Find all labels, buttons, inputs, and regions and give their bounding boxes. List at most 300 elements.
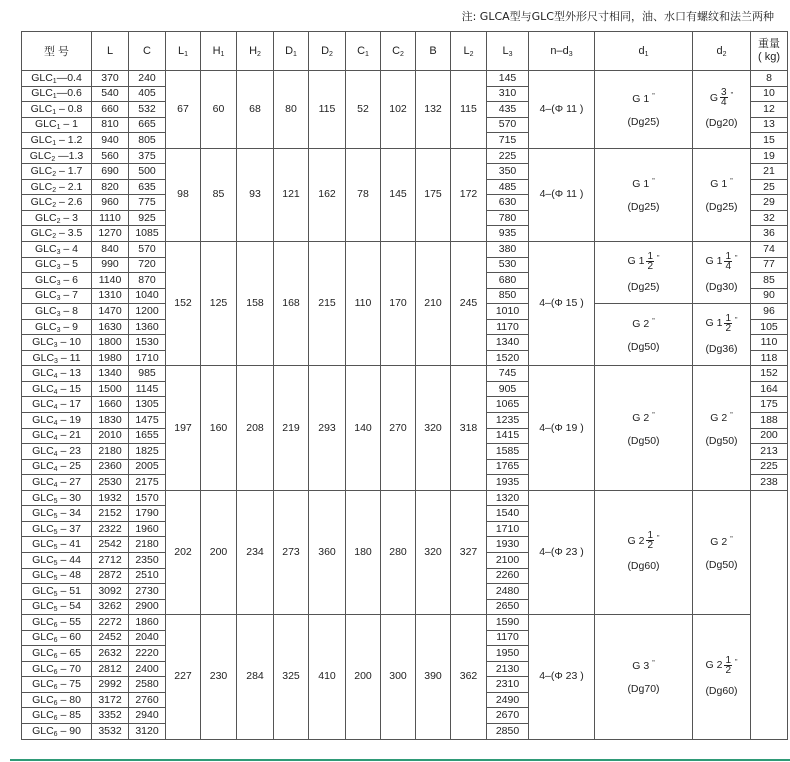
- model-cell: $GLC_2 - 2.6$: [22, 195, 92, 211]
- c-cell: 635: [129, 179, 166, 195]
- length-cell: 1140: [92, 273, 129, 289]
- c-cell: 375: [129, 148, 166, 164]
- thread-fraction: $\frac{1}{4}$: [725, 250, 731, 272]
- length-cell: 1830: [92, 413, 129, 429]
- l3-cell: 1540: [487, 506, 529, 522]
- l3-cell: 715: [487, 133, 529, 149]
- model-cell: $GLC_6 - 60$: [22, 630, 92, 646]
- header-nd3: $n-d_3$: [529, 32, 595, 71]
- l3-cell: 1590: [487, 615, 529, 631]
- length-cell: 3352: [92, 708, 129, 724]
- model-cell: $GLC_6 - 75$: [22, 677, 92, 693]
- dim-h1-cell: 160: [201, 366, 237, 490]
- c-cell: 2180: [129, 537, 166, 553]
- model-cell: $GLC_4 - 15$: [22, 381, 92, 397]
- length-cell: 2632: [92, 646, 129, 662]
- c-cell: 2760: [129, 692, 166, 708]
- c-cell: 2510: [129, 568, 166, 584]
- l3-cell: 1170: [487, 630, 529, 646]
- length-cell: 1800: [92, 335, 129, 351]
- dim-l2-cell: 245: [451, 242, 487, 366]
- nominal-diameter: (Dg25): [627, 115, 660, 128]
- d1-cell: [595, 615, 693, 739]
- length-cell: 2360: [92, 459, 129, 475]
- spec-table: [21, 31, 788, 740]
- table-row: [22, 71, 788, 87]
- bolt-holes-cell: 4–(Φ 19 ): [529, 366, 595, 490]
- model-cell: $GLC_4 - 13$: [22, 366, 92, 382]
- dim-c2-cell: 270: [381, 366, 416, 490]
- table-body: [22, 71, 788, 740]
- weight-cell: 152: [751, 366, 788, 382]
- length-cell: 660: [92, 102, 129, 118]
- d1-cell: [595, 490, 693, 614]
- l3-cell: 780: [487, 210, 529, 226]
- l3-cell: 1935: [487, 475, 529, 491]
- header-C: C: [129, 32, 166, 71]
- thread-mark: ": [730, 91, 734, 99]
- l3-cell: 2480: [487, 584, 529, 600]
- model-cell: $GLC_3 - 9$: [22, 319, 92, 335]
- l3-cell: 1320: [487, 490, 529, 506]
- l3-cell: 2490: [487, 692, 529, 708]
- dim-d2-cell: 115: [309, 71, 346, 149]
- header-d1: $d_1$: [595, 32, 693, 71]
- c-cell: 1145: [129, 381, 166, 397]
- thread-mark: ": [657, 254, 660, 262]
- length-cell: 2992: [92, 677, 129, 693]
- header-D2: $D_2$: [309, 32, 346, 71]
- dim-b-cell: 175: [416, 148, 451, 241]
- l3-cell: 1710: [487, 521, 529, 537]
- l3-cell: 350: [487, 164, 529, 180]
- dim-h1-cell: 230: [201, 615, 237, 739]
- nominal-diameter: (Dg25): [627, 201, 660, 214]
- length-cell: 2152: [92, 506, 129, 522]
- model-cell: $GLC_3 - 4$: [22, 242, 92, 258]
- model-cell: $GLC_5 - 51$: [22, 584, 92, 600]
- dim-d1-cell: 80: [274, 71, 309, 149]
- thread-mark: ": [730, 178, 733, 186]
- header-L: L: [92, 32, 129, 71]
- dim-d2-cell: 410: [309, 615, 346, 739]
- l3-cell: 1065: [487, 397, 529, 413]
- dim-l2-cell: 172: [451, 148, 487, 241]
- l3-cell: 1415: [487, 428, 529, 444]
- weight-cell: 77: [751, 257, 788, 273]
- l3-cell: 485: [487, 179, 529, 195]
- c-cell: 240: [129, 71, 166, 87]
- weight-cell: 90: [751, 288, 788, 304]
- dim-l2-cell: 115: [451, 71, 487, 149]
- thread-size: G 2 ": [710, 411, 733, 424]
- l3-cell: 2310: [487, 677, 529, 693]
- model-cell: $GLC_2$ —1.3: [22, 148, 92, 164]
- l3-cell: 1585: [487, 444, 529, 460]
- header-D1: $D_1$: [274, 32, 309, 71]
- thread-mark: ": [652, 318, 655, 326]
- dim-h2-cell: 208: [237, 366, 274, 490]
- dim-h2-cell: 68: [237, 71, 274, 149]
- dim-h1-cell: 60: [201, 71, 237, 149]
- thread-mark: ": [735, 317, 738, 325]
- dim-b-cell: 210: [416, 242, 451, 366]
- c-cell: 3120: [129, 723, 166, 739]
- thread-fraction: $\frac{1}{2}$: [647, 250, 653, 272]
- length-cell: 1630: [92, 319, 129, 335]
- header-L3: $L_3$: [487, 32, 529, 71]
- model-cell: $GLC_3 - 6$: [22, 273, 92, 289]
- nominal-diameter: (Dg70): [627, 683, 660, 696]
- weight-cell: 225: [751, 459, 788, 475]
- thread-fraction: $\frac{3}{4}$: [721, 87, 727, 109]
- length-cell: 840: [92, 242, 129, 258]
- bolt-holes-cell: 4–(Φ 15 ): [529, 242, 595, 366]
- c-cell: 2730: [129, 584, 166, 600]
- l3-cell: 630: [487, 195, 529, 211]
- nominal-diameter: (Dg50): [705, 558, 738, 571]
- c-cell: 2940: [129, 708, 166, 724]
- length-cell: 1340: [92, 366, 129, 382]
- nominal-diameter: (Dg36): [705, 342, 738, 355]
- length-cell: 2272: [92, 615, 129, 631]
- header-model: 型 号: [22, 32, 92, 71]
- table-row: [22, 490, 788, 506]
- header-H1: $H_1$: [201, 32, 237, 71]
- dim-d1-cell: 273: [274, 490, 309, 614]
- weight-cell: 21: [751, 164, 788, 180]
- model-cell: $GLC_3 - 11$: [22, 350, 92, 366]
- weight-cell: 164: [751, 381, 788, 397]
- l3-cell: 905: [487, 381, 529, 397]
- dim-c1-cell: 52: [346, 71, 381, 149]
- dim-c2-cell: 102: [381, 71, 416, 149]
- header-L2: $L_2$: [451, 32, 487, 71]
- c-cell: 405: [129, 86, 166, 102]
- c-cell: 2400: [129, 661, 166, 677]
- c-cell: 775: [129, 195, 166, 211]
- model-cell: $GLC_3 - 7$: [22, 288, 92, 304]
- header-d2: $d_2$: [693, 32, 751, 71]
- model-cell: $GLC_5 - 34$: [22, 506, 92, 522]
- length-cell: 3532: [92, 723, 129, 739]
- footer-rule: [10, 759, 790, 761]
- thread-size: G 1 ": [632, 178, 655, 191]
- d2-cell: [693, 615, 751, 739]
- thread-mark: ": [730, 535, 733, 543]
- model-cell: $GLC_1—0.4$: [22, 71, 92, 87]
- length-cell: 960: [92, 195, 129, 211]
- l3-cell: 1340: [487, 335, 529, 351]
- model-cell: $GLC_6 - 85$: [22, 708, 92, 724]
- table-row: [22, 242, 788, 258]
- length-cell: 1980: [92, 350, 129, 366]
- length-cell: 2530: [92, 475, 129, 491]
- c-cell: 1790: [129, 506, 166, 522]
- thread-size: G 1 $\frac{1}{4}$ ": [705, 250, 738, 272]
- l3-cell: 1930: [487, 537, 529, 553]
- dim-h2-cell: 93: [237, 148, 274, 241]
- model-cell: $GLC_6 - 90$: [22, 723, 92, 739]
- thread-size: G 2 ": [632, 318, 655, 331]
- weight-cell: 96: [751, 304, 788, 320]
- dim-c2-cell: 170: [381, 242, 416, 366]
- l3-cell: 935: [487, 226, 529, 242]
- model-cell: $GLC_3 - 10$: [22, 335, 92, 351]
- dim-h2-cell: 158: [237, 242, 274, 366]
- model-cell: $GLC_2 - 1.7$: [22, 164, 92, 180]
- length-cell: 1110: [92, 210, 129, 226]
- d2-cell: [693, 304, 751, 366]
- c-cell: 805: [129, 133, 166, 149]
- bolt-holes-cell: 4–(Φ 23 ): [529, 615, 595, 739]
- dim-d2-cell: 162: [309, 148, 346, 241]
- c-cell: 1655: [129, 428, 166, 444]
- nominal-diameter: (Dg50): [627, 341, 660, 354]
- dim-l1-cell: 152: [166, 242, 201, 366]
- dim-h1-cell: 125: [201, 242, 237, 366]
- model-cell: $GLC_4 - 23$: [22, 444, 92, 460]
- c-cell: 985: [129, 366, 166, 382]
- thread-size: G 1 ": [632, 92, 655, 105]
- header-weight: 重量 ( kg): [751, 32, 788, 71]
- thread-size: G 2 $\frac{1}{2}$ ": [705, 654, 738, 676]
- length-cell: 820: [92, 179, 129, 195]
- length-cell: 2812: [92, 661, 129, 677]
- l3-cell: 1520: [487, 350, 529, 366]
- bolt-holes-cell: 4–(Φ 23 ): [529, 490, 595, 614]
- thread-mark: ": [652, 660, 655, 668]
- l3-cell: 2670: [487, 708, 529, 724]
- thread-size: G 2 ": [710, 535, 733, 548]
- thread-fraction: $\frac{1}{2}$: [725, 654, 731, 676]
- l3-cell: 2130: [487, 661, 529, 677]
- nominal-diameter: (Dg50): [627, 434, 660, 447]
- d1-cell: [595, 242, 693, 304]
- weight-cell: 15: [751, 133, 788, 149]
- thread-mark: ": [652, 92, 655, 100]
- length-cell: 940: [92, 133, 129, 149]
- header-H2: $H_2$: [237, 32, 274, 71]
- c-cell: 1085: [129, 226, 166, 242]
- header-C2: $C_2$: [381, 32, 416, 71]
- length-cell: 690: [92, 164, 129, 180]
- header-L1: $L_1$: [166, 32, 201, 71]
- thread-mark: ": [735, 659, 738, 667]
- nominal-diameter: (Dg60): [627, 560, 660, 573]
- weight-cell: 213: [751, 444, 788, 460]
- c-cell: 2005: [129, 459, 166, 475]
- thread-mark: ": [657, 534, 660, 542]
- l3-cell: 435: [487, 102, 529, 118]
- weight-cell: 25: [751, 179, 788, 195]
- length-cell: 2452: [92, 630, 129, 646]
- c-cell: 2040: [129, 630, 166, 646]
- weight-cell: 118: [751, 350, 788, 366]
- c-cell: 1710: [129, 350, 166, 366]
- model-cell: $GLC_5 - 48$: [22, 568, 92, 584]
- weight-cell: 85: [751, 273, 788, 289]
- d2-cell: [693, 366, 751, 490]
- weight-cell: 110: [751, 335, 788, 351]
- c-cell: 1530: [129, 335, 166, 351]
- header-row: [22, 32, 788, 71]
- d1-cell: [595, 148, 693, 241]
- dim-b-cell: 390: [416, 615, 451, 739]
- dim-b-cell: 132: [416, 71, 451, 149]
- dim-b-cell: 320: [416, 490, 451, 614]
- model-cell: $GLC_4 - 17$: [22, 397, 92, 413]
- c-cell: 500: [129, 164, 166, 180]
- dim-h1-cell: 85: [201, 148, 237, 241]
- c-cell: 1960: [129, 521, 166, 537]
- dim-l1-cell: 197: [166, 366, 201, 490]
- weight-cell: 188: [751, 413, 788, 429]
- weight-cell: 200: [751, 428, 788, 444]
- length-cell: 1500: [92, 381, 129, 397]
- l3-cell: 745: [487, 366, 529, 382]
- length-cell: 1660: [92, 397, 129, 413]
- length-cell: 560: [92, 148, 129, 164]
- nominal-diameter: (Dg50): [705, 434, 738, 447]
- model-cell: $GLC_1—0.6$: [22, 86, 92, 102]
- dim-d1-cell: 325: [274, 615, 309, 739]
- l3-cell: 2850: [487, 723, 529, 739]
- thread-size: G 2 ": [632, 411, 655, 424]
- l3-cell: 2260: [487, 568, 529, 584]
- length-cell: 810: [92, 117, 129, 133]
- length-cell: 2180: [92, 444, 129, 460]
- bolt-holes-cell: 4–(Φ 11 ): [529, 148, 595, 241]
- thread-mark: ": [730, 411, 733, 419]
- dim-l1-cell: 98: [166, 148, 201, 241]
- model-cell: $GLC_4 - 27$: [22, 475, 92, 491]
- model-cell: $GLC_2 - 3.5$: [22, 226, 92, 242]
- length-cell: 2712: [92, 552, 129, 568]
- length-cell: 2322: [92, 521, 129, 537]
- d2-cell: [693, 71, 751, 149]
- model-cell: $GLC_4 - 21$: [22, 428, 92, 444]
- d1-cell: [595, 304, 693, 366]
- model-cell: $GLC_5 - 41$: [22, 537, 92, 553]
- c-cell: 720: [129, 257, 166, 273]
- dim-l1-cell: 67: [166, 71, 201, 149]
- header-B: B: [416, 32, 451, 71]
- c-cell: 1475: [129, 413, 166, 429]
- thread-mark: ": [735, 254, 738, 262]
- model-cell: $GLC_1 - 1.2$: [22, 133, 92, 149]
- c-cell: 870: [129, 273, 166, 289]
- model-cell: $GLC_1 - 1$: [22, 117, 92, 133]
- d1-cell: [595, 366, 693, 490]
- weight-cell: 36: [751, 226, 788, 242]
- model-cell: $GLC_6 - 70$: [22, 661, 92, 677]
- model-cell: $GLC_4 - 19$: [22, 413, 92, 429]
- length-cell: 540: [92, 86, 129, 102]
- model-cell: $GLC_3 - 5$: [22, 257, 92, 273]
- weight-cell: 238: [751, 475, 788, 491]
- c-cell: 2900: [129, 599, 166, 615]
- dim-h2-cell: 284: [237, 615, 274, 739]
- dim-c1-cell: 110: [346, 242, 381, 366]
- l3-cell: 680: [487, 273, 529, 289]
- nominal-diameter: (Dg20): [705, 117, 738, 130]
- weight-cell: 74: [751, 242, 788, 258]
- header-C1: $C_1$: [346, 32, 381, 71]
- dim-h2-cell: 234: [237, 490, 274, 614]
- l3-cell: 1235: [487, 413, 529, 429]
- length-cell: 2010: [92, 428, 129, 444]
- table-row: [22, 148, 788, 164]
- c-cell: 570: [129, 242, 166, 258]
- weight-cell: [751, 490, 788, 739]
- thread-mark: ": [652, 178, 655, 186]
- dim-h1-cell: 200: [201, 490, 237, 614]
- l3-cell: 850: [487, 288, 529, 304]
- dim-l2-cell: 327: [451, 490, 487, 614]
- model-cell: $GLC_5 - 30$: [22, 490, 92, 506]
- l3-cell: 145: [487, 71, 529, 87]
- c-cell: 925: [129, 210, 166, 226]
- model-cell: $GLC_6 - 55$: [22, 615, 92, 631]
- weight-cell: 8: [751, 71, 788, 87]
- dim-c1-cell: 140: [346, 366, 381, 490]
- l3-cell: 1170: [487, 319, 529, 335]
- l3-cell: 310: [487, 86, 529, 102]
- dim-c2-cell: 300: [381, 615, 416, 739]
- length-cell: 1470: [92, 304, 129, 320]
- weight-cell: 29: [751, 195, 788, 211]
- dim-d1-cell: 121: [274, 148, 309, 241]
- table-row: [22, 366, 788, 382]
- model-cell: $GLC_6 - 65$: [22, 646, 92, 662]
- c-cell: 1305: [129, 397, 166, 413]
- dim-d2-cell: 360: [309, 490, 346, 614]
- bolt-holes-cell: 4–(Φ 11 ): [529, 71, 595, 149]
- l3-cell: 530: [487, 257, 529, 273]
- length-cell: 2872: [92, 568, 129, 584]
- dim-l2-cell: 362: [451, 615, 487, 739]
- length-cell: 1270: [92, 226, 129, 242]
- model-cell: $GLC_4 - 25$: [22, 459, 92, 475]
- model-cell: $GLC_6 - 80$: [22, 692, 92, 708]
- l3-cell: 225: [487, 148, 529, 164]
- nominal-diameter: (Dg30): [705, 280, 738, 293]
- length-cell: 2542: [92, 537, 129, 553]
- length-cell: 3092: [92, 584, 129, 600]
- weight-cell: 13: [751, 117, 788, 133]
- dim-d2-cell: 215: [309, 242, 346, 366]
- model-cell: $GLC_2 - 3$: [22, 210, 92, 226]
- c-cell: 2350: [129, 552, 166, 568]
- thread-size: G 3 ": [632, 660, 655, 673]
- dim-d1-cell: 168: [274, 242, 309, 366]
- thread-size: G 1 ": [710, 178, 733, 191]
- model-cell: $GLC_1 - 0.8$: [22, 102, 92, 118]
- c-cell: 1570: [129, 490, 166, 506]
- c-cell: 2175: [129, 475, 166, 491]
- nominal-diameter: (Dg60): [705, 684, 738, 697]
- c-cell: 2580: [129, 677, 166, 693]
- c-cell: 1040: [129, 288, 166, 304]
- weight-cell: 32: [751, 210, 788, 226]
- dim-c1-cell: 78: [346, 148, 381, 241]
- d1-cell: [595, 71, 693, 149]
- table-note: 注: GLCA型与GLC型外形尺寸相同，油、水口有螺纹和法兰两种: [461, 10, 774, 23]
- table-row: [22, 615, 788, 631]
- c-cell: 1825: [129, 444, 166, 460]
- l3-cell: 1950: [487, 646, 529, 662]
